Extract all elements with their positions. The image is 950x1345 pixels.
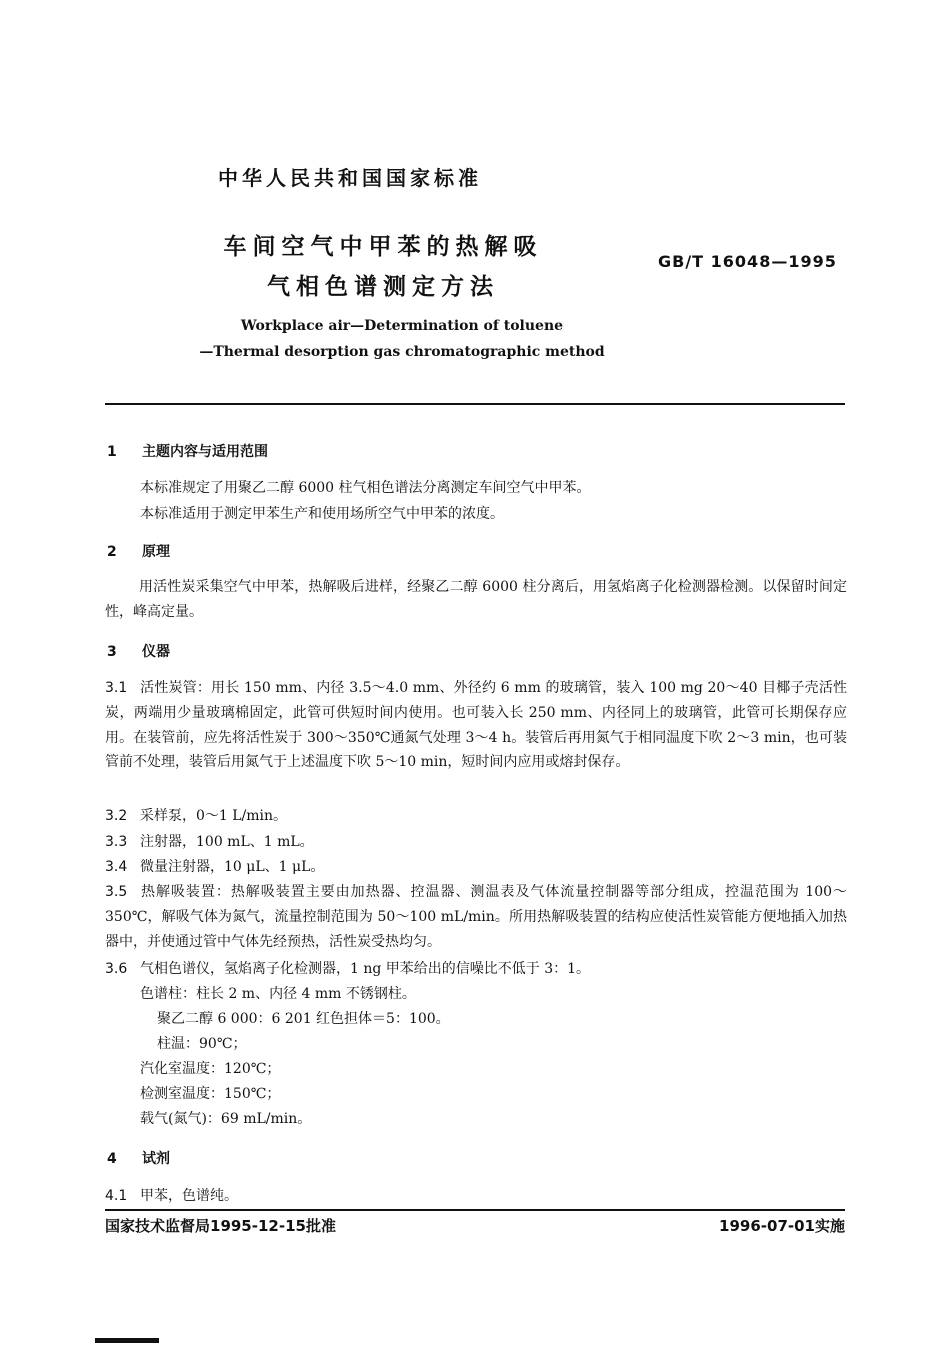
clause-number: 3.6 xyxy=(105,961,128,977)
column-temperature: 柱温：90℃； xyxy=(157,1036,247,1052)
clause-number: 3.1 xyxy=(105,680,128,696)
clause-3-3 xyxy=(105,831,314,851)
clause-text: 甲苯，色谱纯。 xyxy=(140,1188,238,1204)
clause-number: 3.5 xyxy=(105,884,128,900)
paragraph: 本标准适用于测定甲苯生产和使用场所空气中甲苯的浓度。 xyxy=(140,506,504,522)
section-heading xyxy=(107,1148,170,1168)
clause-3-2 xyxy=(105,805,287,825)
document-title-line2: 气相色谱测定方法 xyxy=(267,274,499,300)
standard-code: GB/T 16048—1995 xyxy=(658,252,837,271)
clause-3-4 xyxy=(105,856,324,876)
clause-text: 微量注射器，10 μL、1 μL。 xyxy=(140,859,325,875)
section-number: 1 xyxy=(107,444,117,460)
column-spec: 色谱柱：柱长 2 m、内径 4 mm 不锈钢柱。 xyxy=(140,986,416,1002)
effective-date: 1996-07-01实施 xyxy=(719,1217,845,1235)
document-title-line1: 车间空气中甲苯的热解吸 xyxy=(223,234,543,260)
paragraph: 本标准规定了用聚乙二醇 6000 柱气相色谱法分离测定车间空气中甲苯。 xyxy=(140,480,591,496)
clause-4-1 xyxy=(105,1185,238,1205)
section-heading xyxy=(107,641,170,661)
national-standard-heading: 中华人民共和国国家标准 xyxy=(218,166,482,190)
section-title: 仪器 xyxy=(142,644,170,660)
clause-number: 3.3 xyxy=(105,834,128,850)
approval-date: 国家技术监督局1995-12-15批准 xyxy=(105,1217,336,1235)
page-edge-mark xyxy=(95,1338,159,1343)
carrier-gas: 载气(氮气)：69 mL/min。 xyxy=(140,1111,312,1127)
clause-number: 4.1 xyxy=(105,1188,128,1204)
section-title: 主题内容与适用范围 xyxy=(142,444,268,460)
english-title-line2: —Thermal desorption gas chromatographic method xyxy=(199,344,605,360)
section-heading xyxy=(107,441,268,461)
section-heading xyxy=(107,541,170,561)
clause-number: 3.2 xyxy=(105,808,128,824)
clause-number: 3.4 xyxy=(105,859,128,875)
clause-text: 采样泵，0～1 L/min。 xyxy=(140,808,288,824)
vaporizer-temperature: 汽化室温度：120℃； xyxy=(140,1061,281,1077)
section-title: 原理 xyxy=(142,544,170,560)
header-divider xyxy=(105,403,845,405)
footer-divider xyxy=(105,1209,845,1211)
paragraph: 用活性炭采集空气中甲苯，热解吸后进样，经聚乙二醇 6000 柱分离后，用氢焰离子化检测器检测。以保留时间定性，峰高定量。 xyxy=(105,579,847,620)
clause-text: 气相色谱仪，氢焰离子化检测器，1 ng 甲苯给出的信噪比不低于 3：1。 xyxy=(140,961,591,977)
column-packing: 聚乙二醇 6 000：6 201 红色担体＝5：100。 xyxy=(157,1011,450,1027)
clause-text: 注射器，100 mL、1 mL。 xyxy=(140,834,314,850)
clause-3-1 xyxy=(105,676,847,775)
clause-3-6 xyxy=(105,958,590,978)
section-number: 2 xyxy=(107,544,117,560)
detector-temperature: 检测室温度：150℃； xyxy=(140,1086,281,1102)
section-number: 3 xyxy=(107,644,117,660)
clause-3-5 xyxy=(105,880,847,954)
clause-text: 热解吸装置：热解吸装置主要由加热器、控温器、测温表及气体流量控制器等部分组成，控温范围为 100～350℃，解吸气体为氮气，流量控制范围为 50～100 mL/min。所用热解吸装置的结构应使活性炭管能方便地插入加热器中，并使通过管中气体先经预热，活性炭受热均匀。 xyxy=(105,884,847,950)
english-title-line1: Workplace air—Determination of toluene xyxy=(240,318,564,334)
clause-text: 活性炭管：用长 150 mm、内径 3.5～4.0 mm、外径约 6 mm 的玻璃管，装入 100 mg 20～40 目椰子壳活性炭，两端用少量玻璃棉固定，此管可供短时间内使用。也可装入长 250 mm、内径同上的玻璃管，此管可长期保存应用。在装管前，应先将活性炭于 300～350℃通氮气处理 3～4 h。装管后再用氮气于相同温度下吹 2～3 min，也可装管前不处理，装管后用氮气于上述温度下吹 5～10 min，短时间内应用或熔封保存。 xyxy=(105,680,847,771)
section-number: 4 xyxy=(107,1151,117,1167)
section-title: 试剂 xyxy=(142,1151,170,1167)
